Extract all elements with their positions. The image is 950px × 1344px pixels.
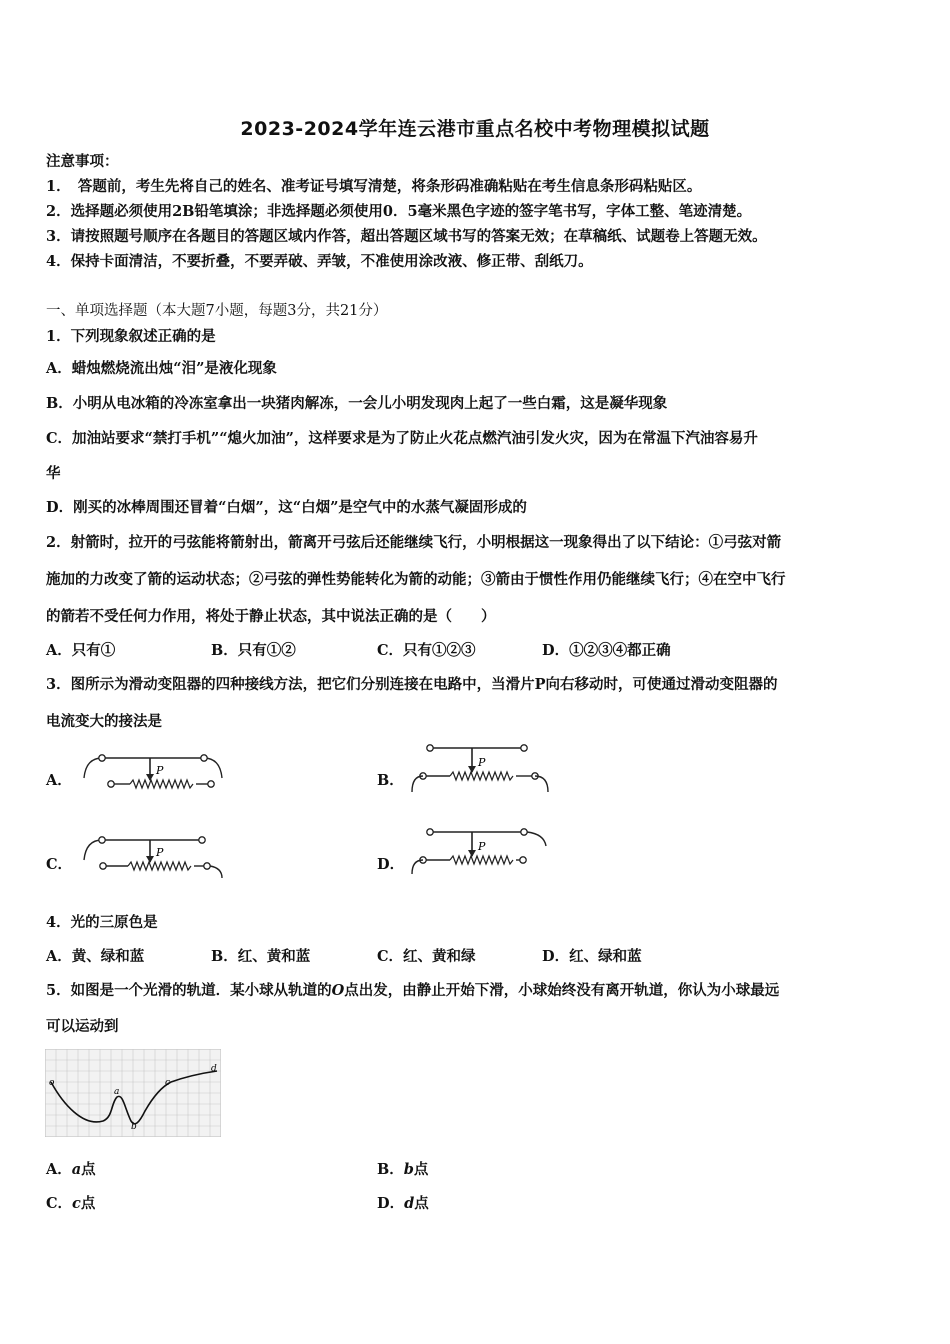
q2-option-c: C．只有①②③ <box>377 642 476 659</box>
q3-a-slider-p: P <box>156 764 164 777</box>
track-label-c: c <box>165 1078 171 1088</box>
q3-d-slider-p: P <box>478 840 486 853</box>
q3-option-a-label: A． <box>46 772 72 789</box>
q5-stem-line2: 可以运动到 <box>46 1018 119 1035</box>
q1-stem: 1．下列现象叙述正确的是 <box>46 328 216 345</box>
q3-stem-line2: 电流变大的接法是 <box>46 713 162 730</box>
q3-option-d-label: D． <box>377 856 405 873</box>
q5-track-figure <box>45 1049 221 1137</box>
q3-option-c-label: C． <box>46 856 73 873</box>
q4-option-d: D．红、绿和蓝 <box>542 948 642 965</box>
q3-diagram-a <box>80 744 230 796</box>
notice-heading: 注意事项： <box>46 153 119 170</box>
q4-option-c: C．红、黄和绿 <box>377 948 476 965</box>
section-heading: 一、单项选择题（本大题7小题，每题3分，共21分） <box>46 303 388 319</box>
q5-stem-line1: 5．如图是一个光滑的轨道．某小球从轨道的O点出发，由静止开始下滑，小球始终没有离开轨道，你认为小球最远 <box>46 982 780 999</box>
q3-option-b-label: B． <box>377 772 404 789</box>
track-label-a: a <box>114 1087 120 1097</box>
q1-option-d: D．刚买的冰棒周围还冒着“白烟”，这“白烟”是空气中的水蒸气凝固形成的 <box>46 499 527 516</box>
q5-option-d: D．d点 <box>377 1195 429 1212</box>
notice-item-3: 3．请按照题号顺序在各题目的答题区域内作答，超出答题区域书写的答案无效；在草稿纸、试题卷上答题无效。 <box>46 228 767 245</box>
q2-stem-line2: 施加的力改变了箭的运动状态；②弓弦的弹性势能转化为箭的动能；③箭由于惯性作用仍能继续飞行；④在空中飞行 <box>46 571 786 588</box>
track-label-b: b <box>131 1122 137 1132</box>
track-label-o: o <box>49 1078 55 1088</box>
q3-c-slider-p: P <box>156 846 164 859</box>
q4-option-b: B．红、黄和蓝 <box>211 948 311 965</box>
q1-option-b: B．小明从电冰箱的冷冻室拿出一块猪肉解冻，一会儿小明发现肉上起了一些白霜，这是凝华现象 <box>46 395 668 412</box>
q4-stem: 4．光的三原色是 <box>46 914 158 931</box>
notice-item-1: 1． 答题前，考生先将自己的姓名、准考证号填写清楚，将条形码准确粘贴在考生信息条形码粘贴区。 <box>46 178 702 195</box>
notice-item-2: 2．选择题必须使用2B铅笔填涂；非选择题必须使用0．5毫米黑色字迹的签字笔书写，字体工整、笔迹清楚。 <box>46 203 752 220</box>
q5-option-a: A．a点 <box>46 1161 96 1178</box>
track-label-d: d <box>211 1064 217 1074</box>
q2-stem-line1: 2．射箭时，拉开的弓弦能将箭射出，箭离开弓弦后还能继续飞行，小明根据这一现象得出了以下结论：①弓弦对箭 <box>46 534 782 551</box>
q1-option-a: A．蜡烛燃烧流出烛“泪”是液化现象 <box>46 360 277 377</box>
q2-option-b: B．只有①② <box>211 642 296 659</box>
q2-stem-line3: 的箭若不受任何力作用，将处于静止状态，其中说法正确的是（ ） <box>46 608 496 625</box>
q3-stem-line1: 3．图所示为滑动变阻器的四种接线方法，把它们分别连接在电路中，当滑片P向右移动时，可使通过滑动变阻器的 <box>46 676 778 693</box>
page-title: 2023-2024学年连云港市重点名校中考物理模拟试题 <box>240 118 710 140</box>
q4-option-a: A．黄、绿和蓝 <box>46 948 145 965</box>
q1-option-c: C．加油站要求“禁打手机”“熄火加油”，这样要求是为了防止火花点燃汽油引发火灾，因为在常温下汽油容易升 <box>46 430 758 447</box>
q1-option-c-cont: 华 <box>46 465 61 482</box>
q5-option-b: B．b点 <box>377 1161 429 1178</box>
q3-diagram-d <box>404 822 556 878</box>
q5-option-c: C．c点 <box>46 1195 96 1212</box>
q3-b-slider-p: P <box>478 756 486 769</box>
q3-diagram-b <box>404 740 556 796</box>
q3-diagram-c <box>80 826 230 882</box>
q2-option-a: A．只有① <box>46 642 116 659</box>
q2-option-d: D．①②③④都正确 <box>542 642 671 659</box>
notice-item-4: 4．保持卡面清洁，不要折叠，不要弄破、弄皱，不准使用涂改液、修正带、刮纸刀。 <box>46 253 593 270</box>
